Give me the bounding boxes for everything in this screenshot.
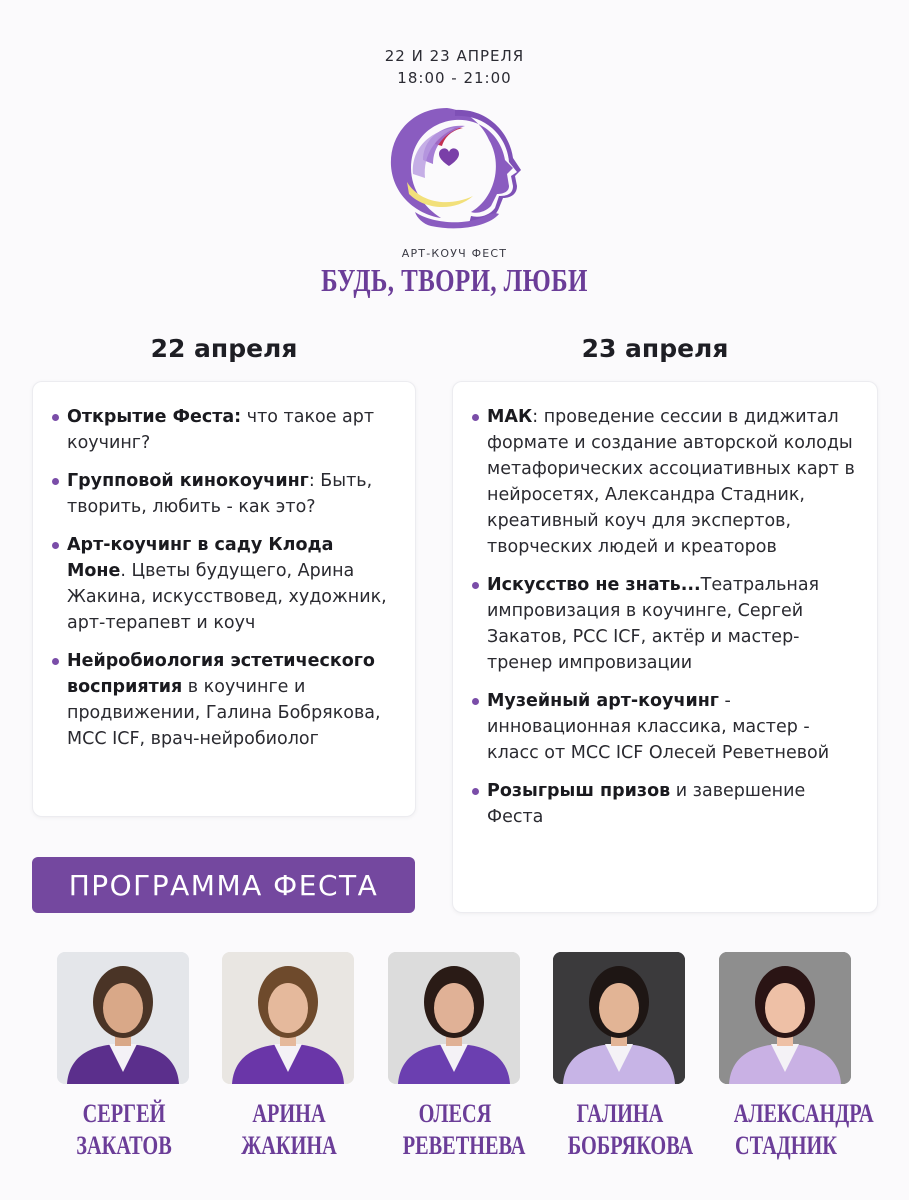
day1-title: 22 апреля (150, 334, 298, 363)
program-item (469, 404, 859, 560)
speaker-card (57, 952, 191, 1162)
program-item-text: Театральная импровизация в коучинге, Сергей Закатов, PCC ICF, актёр и мастер-тренер импровизации (487, 575, 820, 673)
speaker-first-name: ГАЛИНА (576, 1099, 664, 1128)
program-item-text: в коучинге и продвижении, Галина Бобрякова, MCC ICF, врач-нейробиолог (67, 677, 381, 749)
speaker-photo (553, 952, 685, 1084)
fest-subtitle: АРТ-КОУЧ ФЕСТ (401, 247, 508, 260)
speaker-last-name: РЕВЕТНЕВА (402, 1131, 526, 1160)
event-dates (0, 45, 909, 89)
program-item-title: Розыгрыш призов (487, 781, 671, 801)
program-item-title: Нейробиология эстетического восприятия (67, 651, 375, 697)
program-item-title: МАК (487, 407, 533, 427)
program-item (49, 648, 397, 752)
time-line: 18:00 - 21:00 (397, 69, 512, 87)
dates-line: 22 И 23 АПРЕЛЯ (384, 47, 525, 65)
speaker-card (553, 952, 694, 1162)
program-item (49, 532, 397, 636)
speaker-last-name: ЖАКИНА (241, 1131, 337, 1160)
program-item (49, 468, 397, 520)
speaker-last-name: БОБРЯКОВА (567, 1131, 694, 1160)
speaker-card (719, 952, 874, 1162)
speaker-photo (222, 952, 354, 1084)
speaker-name (72, 1098, 177, 1162)
program-item-title: Музейный арт-коучинг (487, 691, 719, 711)
fest-logo-icon (385, 102, 525, 234)
day2-program-card (452, 381, 878, 913)
program-item (49, 404, 397, 456)
program-item-title: Искусство не знать... (487, 575, 701, 595)
day1-program-card (32, 381, 416, 817)
speaker-card (388, 952, 526, 1162)
program-button[interactable]: ПРОГРАММА ФЕСТА (32, 857, 415, 913)
speaker-photo (719, 952, 851, 1084)
speaker-first-name: АРИНА (252, 1099, 326, 1128)
program-item (469, 688, 859, 766)
speaker-name (237, 1098, 342, 1162)
program-item (469, 778, 859, 830)
day2-title: 23 апреля (581, 334, 729, 363)
speaker-last-name: ЗАКАТОВ (76, 1131, 172, 1160)
speaker-name (402, 1098, 526, 1162)
program-item-text: и завершение Феста (487, 781, 806, 827)
program-item-text: : проведение сессии в диджитал формате и создание авторской колоды метафорических ассоциативных карт в нейросетях, Александра Стадник, креативный коуч для экспертов, творческих людей и креаторов (487, 407, 855, 557)
program-item-text: что такое арт коучинг? (67, 407, 375, 453)
speaker-name (733, 1098, 874, 1162)
program-item-title: Открытие Феста: (67, 407, 242, 427)
speaker-first-name: АЛЕКСАНДРА (733, 1099, 874, 1128)
program-item (469, 572, 859, 676)
day1-list (49, 404, 397, 752)
speaker-name (567, 1098, 694, 1162)
speaker-first-name: ОЛЕСЯ (418, 1099, 492, 1128)
program-item-title: Групповой кинокоучинг (67, 471, 309, 491)
speaker-photo (57, 952, 189, 1084)
speaker-photo (388, 952, 520, 1084)
program-item-text: : Быть, творить, любить - как это? (67, 471, 373, 517)
fest-title: БУДЬ, ТВОРИ, ЛЮБИ (321, 262, 588, 298)
program-item-title: Арт-коучинг в саду Клода Моне (67, 535, 334, 581)
day2-list (469, 404, 859, 830)
program-item-text: - инновационная классика, мастер - класс от MCC ICF Олесей Реветневой (487, 691, 830, 763)
speaker-last-name: СТАДНИК (734, 1131, 838, 1160)
speaker-first-name: СЕРГЕЙ (82, 1099, 166, 1128)
speaker-card (222, 952, 356, 1162)
program-item-text: . Цветы будущего, Арина Жакина, искусствовед, художник, арт-терапевт и коуч (67, 561, 387, 633)
